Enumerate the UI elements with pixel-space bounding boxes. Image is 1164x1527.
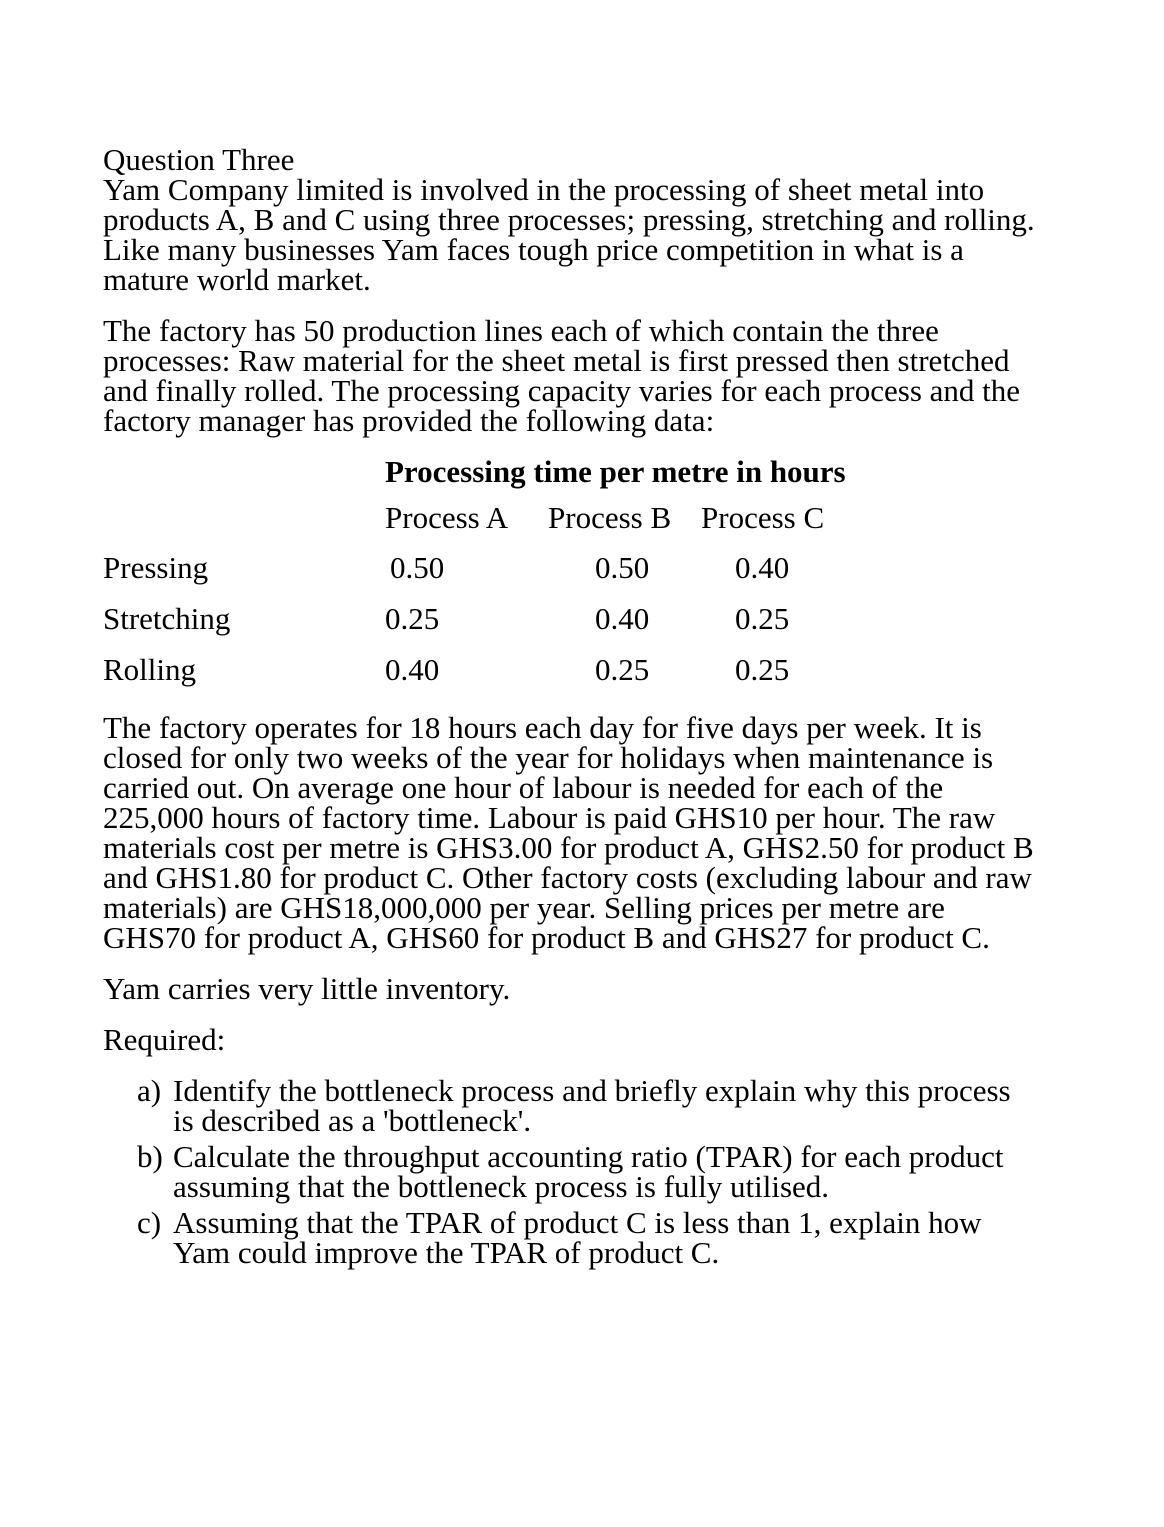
cell-rolling-a: 0.40 (385, 652, 440, 687)
processing-time-table (103, 454, 1038, 697)
cell-stretching-b: 0.40 (595, 601, 650, 636)
table-title: Processing time per metre in hours (385, 454, 846, 489)
required-label: Required: (103, 1022, 226, 1057)
intro-paragraph: Yam Company limited is involved in the processing of sheet metal into products A, B and C using three processes; pressing, stretching and rolling. Like many businesses Yam faces tough price competition in what is a mature world market. (103, 172, 1035, 297)
column-header-process-a: Process A (385, 500, 509, 535)
cell-pressing-c: 0.40 (735, 550, 790, 585)
list-item (103, 1139, 1038, 1204)
document-page (103, 142, 1038, 1274)
required-list (103, 1073, 1038, 1270)
cell-rolling-b: 0.25 (595, 652, 650, 687)
list-item-text: Identify the bottleneck process and briefly explain why this process is described as a 'bottleneck'. (173, 1073, 1011, 1138)
cell-stretching-c: 0.25 (735, 601, 790, 636)
list-item-text: Assuming that the TPAR of product C is less than 1, explain how Yam could improve the TPAR of product C. (173, 1205, 982, 1270)
column-header-process-c: Process C (701, 500, 825, 535)
inventory-paragraph: Yam carries very little inventory. (103, 971, 511, 1006)
list-marker: b) (137, 1139, 163, 1174)
cell-stretching-a: 0.25 (385, 601, 440, 636)
list-item-text: Calculate the throughput accounting ratio (TPAR) for each product assuming that the bottleneck process is fully utilised. (173, 1139, 1004, 1204)
list-marker: a) (137, 1073, 162, 1108)
list-marker: c) (137, 1205, 162, 1240)
row-label-pressing: Pressing (103, 550, 209, 585)
operations-paragraph: The factory operates for 18 hours each day for five days per week. It is closed for only two weeks of the year for holidays when maintenance is carried out. On average one hour of labour is needed for each of the 225,000 hours of factory time. Labour is paid GHS10 per hour. The raw materials cost per metre is GHS3.00 for product A, GHS2.50 for product B and GHS1.80 for product C. Other factory costs (excluding labour and raw materials) are GHS18,000,000 per year. Selling prices per metre are GHS70 for product A, GHS60 for product B and GHS27 for product C. (103, 710, 1034, 955)
cell-pressing-a: 0.50 (390, 550, 445, 585)
cell-pressing-b: 0.50 (595, 550, 650, 585)
column-header-process-b: Process B (548, 500, 672, 535)
question-heading: Question Three (103, 142, 295, 177)
row-label-stretching: Stretching (103, 601, 231, 636)
list-item (103, 1073, 1038, 1138)
cell-rolling-c: 0.25 (735, 652, 790, 687)
factory-paragraph: The factory has 50 production lines each of which contain the three processes: Raw material for the sheet metal is first pressed then stretched and finally rolled. The processing capacity varies for each process and the factory manager has provided the following data: (103, 313, 1021, 438)
row-label-rolling: Rolling (103, 652, 197, 687)
list-item (103, 1205, 1038, 1270)
